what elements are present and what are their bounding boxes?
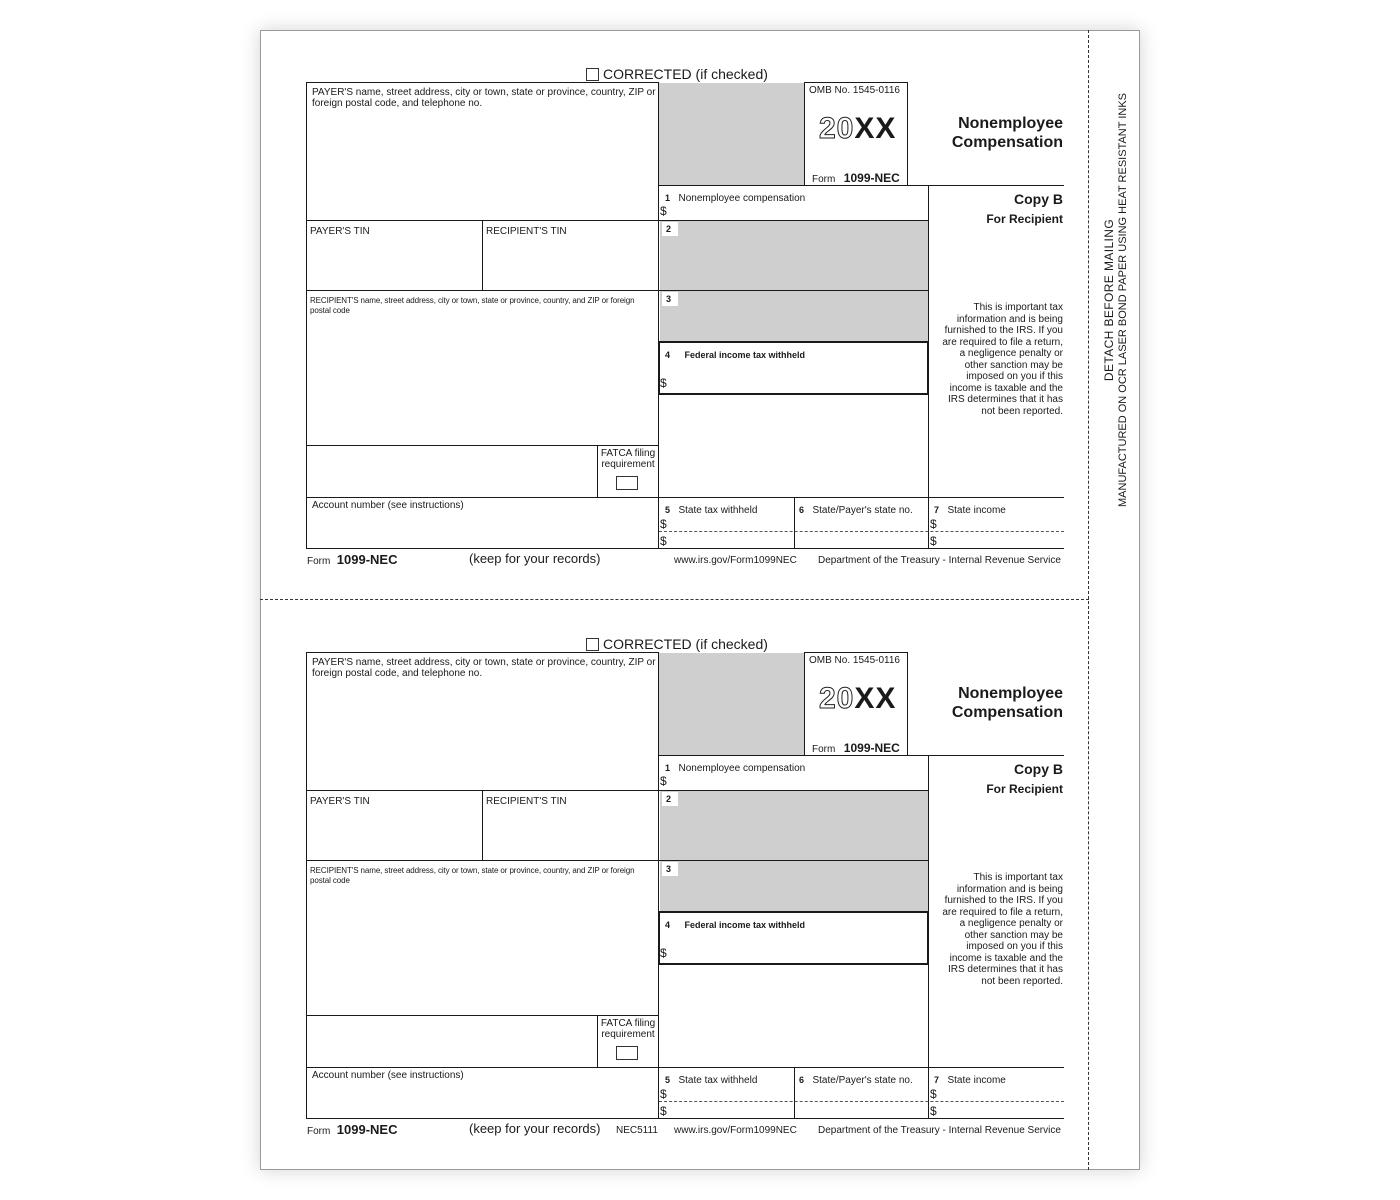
shaded-area-top	[659, 653, 804, 755]
box5-input-2[interactable]	[672, 1102, 790, 1117]
recipient-field[interactable]	[310, 880, 654, 1010]
payer-tin-input[interactable]	[310, 812, 478, 856]
box7-input-1[interactable]	[942, 1085, 1060, 1100]
title-line2: Compensation	[951, 134, 1063, 151]
box5-label: State tax withheld	[678, 505, 758, 516]
box4-label-row	[665, 915, 805, 933]
irs-url[interactable]: www.irs.gov/Form1099NEC	[674, 555, 797, 566]
box5-input-1[interactable]	[672, 515, 790, 530]
form-copy-1	[0, 30, 1400, 600]
important-notice: This is important tax information and is being furnished to the IRS. If you are required to file a return, a negligence penalty or other sanction may be imposed on you if this income is taxable and the IRS determines that it has not been reported.	[942, 872, 1063, 987]
omb-number: OMB No. 1545-0116	[809, 85, 900, 96]
tax-year-placeholder: XX	[854, 112, 897, 145]
box7-dollar-2: $	[930, 534, 937, 548]
box6-input-1[interactable]	[798, 1085, 924, 1100]
box4-label: Federal income tax withheld	[684, 350, 805, 360]
form-word: Form	[812, 174, 836, 185]
corrected-checkbox[interactable]	[586, 638, 599, 651]
row-divider-5	[306, 1067, 1064, 1068]
box6-number: 6	[799, 505, 805, 515]
recipient-tin-input[interactable]	[486, 812, 654, 856]
fatca-checkbox[interactable]	[616, 1046, 638, 1060]
title-line1: Nonemployee	[958, 685, 1063, 702]
tax-year-century: 20	[819, 112, 855, 145]
row-divider-4	[306, 445, 659, 446]
box4-dollar: $	[660, 376, 667, 390]
keep-records: (keep for your records)	[469, 551, 601, 566]
tax-year	[819, 112, 896, 146]
recipient-tin-label: RECIPIENT'S TIN	[486, 226, 567, 237]
bottom-rule	[659, 1118, 1064, 1119]
box5-label: State tax withheld	[678, 1075, 758, 1086]
box6-number: 6	[799, 1075, 805, 1085]
box6-label: State/Payer's state no.	[812, 505, 913, 516]
shaded-area-top	[659, 83, 804, 185]
box3-shaded	[660, 861, 928, 912]
recipient-tin-label: RECIPIENT'S TIN	[486, 796, 567, 807]
box4-dollar: $	[660, 946, 667, 960]
irs-url[interactable]: www.irs.gov/Form1099NEC	[674, 1125, 797, 1136]
detach-text: DETACH BEFORE MAILING	[1102, 218, 1116, 382]
box5-number: 5	[665, 1075, 671, 1085]
corrected-row	[586, 66, 768, 82]
box4-input[interactable]	[672, 942, 922, 960]
fatca-checkbox[interactable]	[616, 476, 638, 490]
box4-number: 4	[665, 350, 671, 360]
box7-dollar-1: $	[930, 1087, 937, 1101]
box6-divider	[794, 497, 795, 549]
fatca-label: FATCA filing requirement	[600, 1018, 656, 1040]
box5-dollar-1: $	[660, 517, 667, 531]
box1-number: 1	[665, 193, 671, 203]
payer-tin-label: PAYER'S TIN	[310, 796, 370, 807]
tax-year-century: 20	[819, 682, 855, 715]
box2-shaded	[660, 221, 928, 290]
copy-b-label: Copy B	[1014, 191, 1063, 207]
tin-divider	[482, 220, 483, 290]
box7-input-2[interactable]	[942, 1102, 1060, 1117]
box6-input-2[interactable]	[798, 532, 924, 547]
omb-number: OMB No. 1545-0116	[809, 655, 900, 666]
box1-dollar: $	[660, 204, 667, 218]
tax-year-placeholder: XX	[854, 682, 897, 715]
box4-label: Federal income tax withheld	[684, 920, 805, 930]
footer-form-id	[307, 551, 398, 569]
title-line1: Nonemployee	[958, 115, 1063, 132]
box6-label: State/Payer's state no.	[812, 1075, 913, 1086]
row-divider-1	[659, 185, 1064, 186]
form-word: Form	[812, 744, 836, 755]
box4-input[interactable]	[672, 372, 922, 390]
footer-form-name: 1099-NEC	[336, 1122, 398, 1137]
bottom-rule	[659, 548, 1064, 549]
copy-b-label: Copy B	[1014, 761, 1063, 777]
recipient-label: RECIPIENT'S name, street address, city or town, state or province, country, and ZIP or foreign postal code	[310, 866, 635, 885]
box1-number: 1	[665, 763, 671, 773]
box1-label: Nonemployee compensation	[678, 763, 806, 774]
box2-number: 2	[662, 222, 678, 236]
important-notice: This is important tax information and is being furnished to the IRS. If you are required to file a return, a negligence penalty or other sanction may be imposed on you if this income is taxable and the IRS determines that it has not been reported.	[942, 302, 1063, 417]
box3-shaded	[660, 291, 928, 342]
form-name-top: 1099-NEC	[843, 171, 900, 185]
row-divider-1	[659, 755, 1064, 756]
form-title	[900, 684, 1063, 722]
box6-input-1[interactable]	[798, 515, 924, 530]
footer-form-name: 1099-NEC	[336, 552, 398, 567]
payer-field[interactable]	[312, 672, 656, 790]
fatca-label: FATCA filing requirement	[600, 448, 656, 470]
recipient-tin-input[interactable]	[486, 242, 654, 286]
box3-number: 3	[662, 862, 678, 876]
box7-label: State income	[947, 505, 1006, 516]
paper-text: MANUFACTURED ON OCR LASER BOND PAPER USING HEAT RESISTANT INKS	[1117, 93, 1129, 507]
box5-dollar-2: $	[660, 1104, 667, 1118]
box5-input-2[interactable]	[672, 532, 790, 547]
corrected-row	[586, 636, 768, 652]
box1-label: Nonemployee compensation	[678, 193, 806, 204]
account-input[interactable]	[312, 514, 652, 544]
payer-tin-label: PAYER'S TIN	[310, 226, 370, 237]
corrected-label: CORRECTED (if checked)	[603, 636, 768, 652]
form-code: NEC5111	[616, 1125, 658, 1136]
box7-dollar-1: $	[930, 517, 937, 531]
account-label: Account number (see instructions)	[312, 1070, 464, 1081]
payer-label: PAYER'S name, street address, city or town, state or province, country, ZIP or foreign postal code, and telephone no.	[312, 87, 656, 109]
box7-number: 7	[934, 1075, 940, 1085]
box7-input-1[interactable]	[942, 515, 1060, 530]
box5-dollar-1: $	[660, 1087, 667, 1101]
tin-divider	[482, 790, 483, 860]
for-recipient-label: For Recipient	[986, 782, 1063, 796]
title-line2: Compensation	[951, 704, 1063, 721]
box7-input-2[interactable]	[942, 532, 1060, 547]
payer-tin-input[interactable]	[310, 242, 478, 286]
box6-divider	[794, 1067, 795, 1119]
footer-form-id	[307, 1121, 398, 1139]
box2-number: 2	[662, 792, 678, 806]
form-copy-2	[0, 600, 1400, 1170]
box7-label: State income	[947, 1075, 1006, 1086]
box5-number: 5	[665, 505, 671, 515]
box4-number: 4	[665, 920, 671, 930]
payer-field[interactable]	[312, 102, 656, 220]
row-divider-4	[306, 1015, 659, 1016]
recipient-label: RECIPIENT'S name, street address, city or town, state or province, country, and ZIP or foreign postal code	[310, 296, 635, 315]
account-label: Account number (see instructions)	[312, 500, 464, 511]
tax-year	[819, 682, 896, 716]
department-text: Department of the Treasury - Internal Revenue Service	[818, 555, 1061, 566]
box6-input-2[interactable]	[798, 1102, 924, 1117]
box2-shaded	[660, 791, 928, 860]
box4-label-row	[665, 345, 805, 363]
footer-form-word: Form	[307, 556, 331, 567]
box7-number: 7	[934, 505, 940, 515]
box1-input[interactable]	[672, 772, 922, 790]
payer-label: PAYER'S name, street address, city or town, state or province, country, ZIP or foreign postal code, and telephone no.	[312, 657, 656, 679]
form-name-top: 1099-NEC	[843, 741, 900, 755]
row-divider-5	[306, 497, 1064, 498]
footer-form-word: Form	[307, 1126, 331, 1137]
keep-records: (keep for your records)	[469, 1121, 601, 1136]
corrected-label: CORRECTED (if checked)	[603, 66, 768, 82]
recipient-field[interactable]	[310, 310, 654, 440]
corrected-checkbox[interactable]	[586, 68, 599, 81]
box1-dollar: $	[660, 774, 667, 788]
box5-input-1[interactable]	[672, 1085, 790, 1100]
box5-dollar-2: $	[660, 534, 667, 548]
form-title	[900, 114, 1063, 152]
account-input[interactable]	[312, 1084, 652, 1114]
box1-input[interactable]	[672, 202, 922, 220]
box3-number: 3	[662, 292, 678, 306]
box7-dollar-2: $	[930, 1104, 937, 1118]
department-text: Department of the Treasury - Internal Revenue Service	[818, 1125, 1061, 1136]
for-recipient-label: For Recipient	[986, 212, 1063, 226]
